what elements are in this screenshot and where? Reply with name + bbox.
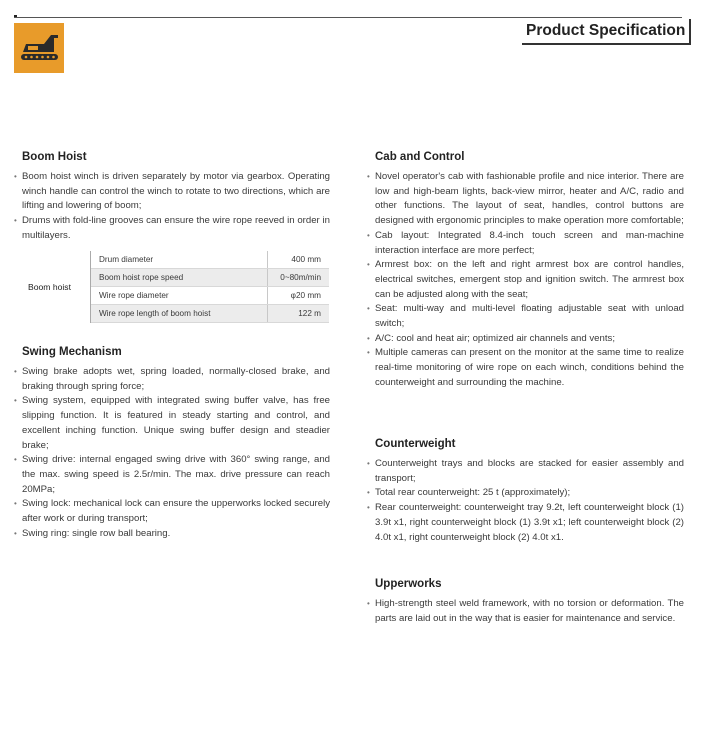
table-row — [21, 251, 329, 269]
upperworks-list — [367, 597, 684, 626]
list-item: • A/C: cool and heat air; optimized air channels and vents; — [367, 332, 684, 347]
crawler-crane-icon — [14, 23, 64, 73]
counterweight-heading: Counterweight — [375, 438, 456, 450]
table-row-label: Boom hoist — [21, 251, 91, 323]
cab-control-heading: Cab and Control — [375, 151, 465, 163]
boom-hoist-heading: Boom Hoist — [22, 151, 87, 163]
spec-name: Drum diameter — [91, 251, 268, 269]
list-item: • Seat: multi-way and multi-level floating adjustable seat with unload switch; — [367, 302, 684, 331]
list-item: • Counterweight trays and blocks are stacked for easier assembly and transport; — [367, 457, 684, 486]
swing-mechanism-heading: Swing Mechanism — [22, 346, 122, 358]
list-item: • Rear counterweight: counterweight tray 9.2t, left counterweight block (1) 3.9t x1, right counterweight block (1) 3.9t x1; left counterweight block (2) 4.0t x1, right counterweight block (2) 4.0t x1. — [367, 501, 684, 545]
list-item: • Armrest box: on the left and right armrest box are control handles, electrical switches, emergent stop and ignition switch. The armrest box can be adjusted along with the seat; — [367, 258, 684, 302]
spec-name: Wire rope length of boom hoist — [91, 305, 268, 323]
list-item: • Swing drive: internal engaged swing drive with 360° swing range, and the max. swing speed is 2.5r/min. The max. drive pressure can reach 20MPa; — [14, 453, 330, 497]
list-item: • Drums with fold-line grooves can ensure the wire rope reeved in order in multilayers. — [14, 214, 330, 243]
counterweight-list — [367, 457, 684, 545]
crawler-crane-logo — [14, 23, 64, 73]
swing-mechanism-list — [14, 365, 330, 541]
list-item: • Swing system, equipped with integrated swing buffer valve, has free slipping function. It is featured in steady starting and control, and excellent inching function. Unique swing buffer design and steadier brake; — [14, 394, 330, 453]
cab-control-list — [367, 170, 684, 391]
list-item: • Novel operator's cab with fashionable profile and nice interior. There are low and high-beam lights, back-view mirror, heater and A/C, radio and other functions. The layout of seat, handles, control buttons are designed with ergonomic principles to make operation more comfortable; — [367, 170, 684, 229]
swing-mechanism-section — [14, 346, 330, 541]
list-item: • Cab layout: Integrated 8.4-inch touch screen and man-machine interaction interface are more perfect; — [367, 229, 684, 258]
list-item: • Swing ring: single row ball bearing. — [14, 527, 330, 542]
spec-value: 122 m — [268, 305, 330, 323]
list-item: • Boom hoist winch is driven separately by motor via gearbox. Operating winch handle can control the winch to rotate to two directions, which are lifting and lowering of boom; — [14, 170, 330, 214]
upperworks-heading: Upperworks — [375, 578, 442, 590]
list-item: • Swing lock: mechanical lock can ensure the upperworks locked securely after work or during transport; — [14, 497, 330, 526]
boom-hoist-section — [14, 151, 330, 244]
list-item: • High-strength steel weld framework, with no torsion or deformation. The parts are laid out in the way that is easier for maintenance and service. — [367, 597, 684, 626]
list-item: • Multiple cameras can present on the monitor at the same time to realize real-time monitoring of wire rope on each winch, conditions behind the counterweight and surrounding the machine. — [367, 346, 684, 390]
boom-hoist-spec-table — [21, 251, 329, 323]
cab-control-section — [367, 151, 684, 391]
boom-hoist-list — [14, 170, 330, 244]
spec-value: 0~80m/min — [268, 269, 330, 287]
spec-name: Wire rope diameter — [91, 287, 268, 305]
upperworks-section — [367, 578, 684, 626]
counterweight-section — [367, 438, 684, 545]
page-title: Product Specification — [522, 19, 691, 45]
spec-value: φ20 mm — [268, 287, 330, 305]
spec-value: 400 mm — [268, 251, 330, 269]
spec-name: Boom hoist rope speed — [91, 269, 268, 287]
header-rule — [14, 17, 682, 18]
list-item: • Swing brake adopts wet, spring loaded, normally-closed brake, and braking through spring force; — [14, 365, 330, 394]
list-item: • Total rear counterweight: 25 t (approximately); — [367, 486, 684, 501]
